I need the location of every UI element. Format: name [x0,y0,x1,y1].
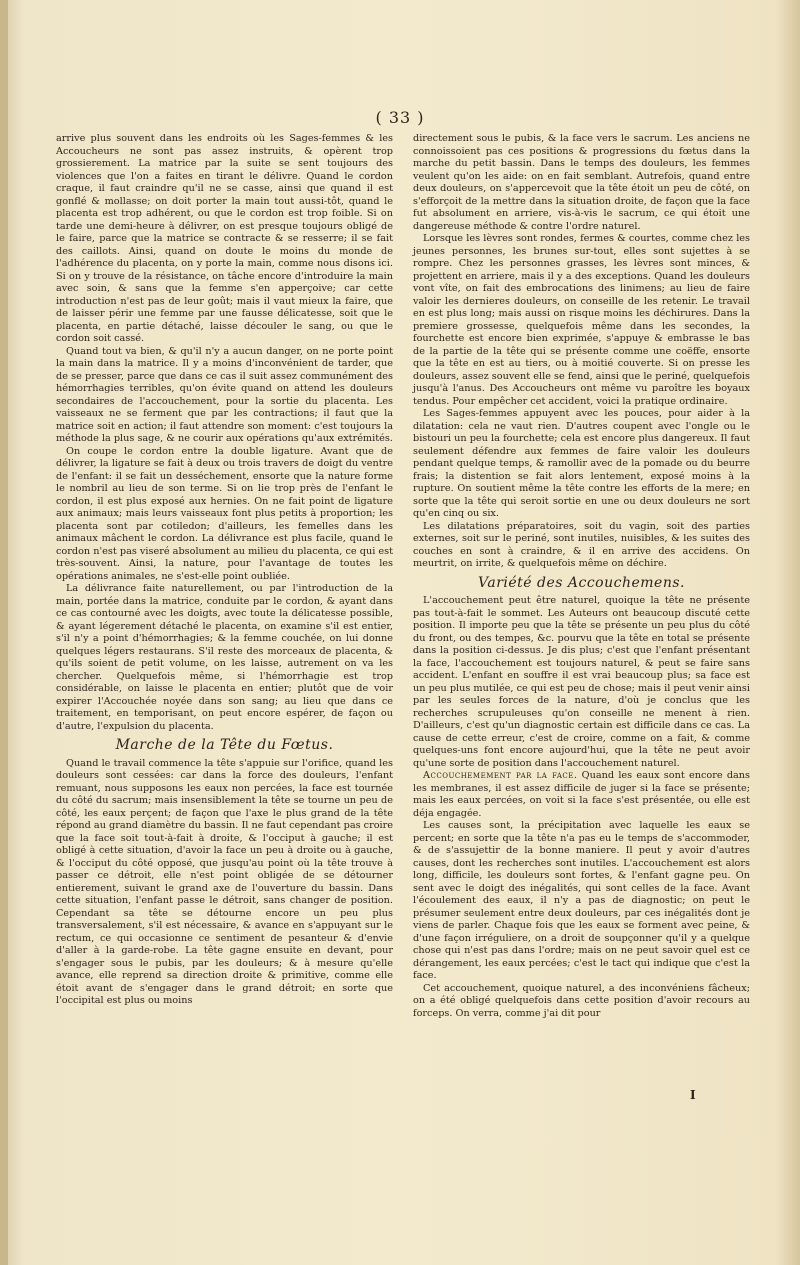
left-column [56,133,393,1008]
paragraph: directement sous le pubis, & la face vers le sacrum. Les anciens ne connoissoient pas ces positions & progressions du fœtus dans la marche du petit bassin. Dans le temps des douleurs, les femmes veulent qu'on les aide: on en fait semblant. Autrefois, quand entre deux douleurs, on s'appercevoit que la tête étoit un peu de côté, on s'efforçoit de la mettre dans la situation droite, de façon que la face fut absolument en arriere, vis-à-vis le sacrum, ce qui étoit une dangereuse méthode & contre l'ordre naturel. [413,133,750,232]
section-heading: Variété des Accouchemens. [478,574,685,591]
subsection-paragraph [413,770,750,820]
paragraph: Quand tout va bien, & qu'il n'y a aucun danger, on ne porte point la main dans la matrice. Il y a moins d'inconvénient de tarder, que de se presser, parce que dans ce cas il suit assez communément des hémorrhagies terribles, qu'on évite quand on attend les douleurs secondaires de l'accouchement, pour la sortie du placenta. Les vaisseaux ne se ferment que par les contractions; il faut que la matrice soit en action; il faut attendre son moment: c'est toujours la méthode la plus sage, & ne courir aux opérations qu'aux extrémités. [56,345,393,444]
paragraph: arrive plus souvent dans les endroits où les Sages-femmes & les Accoucheurs ne sont pas assez instruits, & opèrent trop grossierement. La matrice par la suite se sent toujours des violences que l'on a faites en tirant le délivre. Quand le cordon craque, il faut craindre qu'il ne se casse, ainsi que quand il est gonflé & mollasse; on doit porter la main tout aussi-tôt, quand le placenta est trop adhérent, ou que le cordon est trop foible. Si on tarde une demi-heure à délivrer, on est presque toujours obligé de le faire, parce que la matrice se contracte & se resserre; il se fait des caillots. Ainsi, quand on doute le moins du monde de l'adhérence du placenta, on y porte la main, comme nous disons ici. Si on y trouve de la résistance, on tâche encore d'introduire la main avec soin, & sans que la femme s'en apperçoive; car cette introduction n'est pas de leur goût; mais il vaut mieux la faire, que de laisser périr une femme par une fausse délicatesse, soit que le placenta, en partie détaché, laisse découler le sang, ou que le cordon soit cassé. [56,133,393,344]
section-heading: Marche de la Tête du Fœtus. [115,737,334,753]
paragraph: Cet accouchement, quoique naturel, a des inconvéniens fâcheux; on a été obligé quelquefois dans cette position d'avoir recours au forceps. On verra, comme j'ai dit pour [413,982,750,1019]
paragraph: L'accouchement peut être naturel, quoique la tête ne présente pas tout-à-fait le sommet. Les Auteurs ont beaucoup discuté cette position. Il importe peu que la tête se présente un peu plus du côté du front, ou des tempes, &c. pourvu que la tête en total se présente dans la position ci-dessus. Je dis plus; c'est que l'enfant présentant la face, l'accouchement est toujours naturel, & peut se faire sans accident. L'enfant en souffre il est vrai beaucoup plus; sa face est un peu plus mutilée, ce qui est peu de chose; mais il peut venir ainsi par les seules forces de la nature, d'où je conclus que les recherches scrupuleuses qu'on conseille ne menent à rien. D'ailleurs, c'est qu'un diagnostic certain est difficile dans ce cas. La cause de cette erreur, c'est de croire, comme on a fait, & comme quelques-uns font encore aujourd'hui, que la tête ne peut avoir qu'une sorte de position dans l'accouchement naturel. [413,595,750,769]
signature-mark: I [690,1088,696,1102]
paragraph: Quand le travail commence la tête s'appuie sur l'orifice, quand les douleurs sont cessées: car dans la force des douleurs, l'enfant remuant, nous supposons les eaux non percées, la face est tournée du côté du sacrum; mais insensiblement la tête se tourne un peu de côté, les eaux perçent; de façon que l'axe le plus grand de la tête répond au grand diamètre du bassin. Il ne faut cependant pas croire que la face soit tout-à-fait à droite, & l'occiput à gauche; il est obligé à cette situation, d'avoir la face un peu à droite ou à gauche, & l'occiput du côté opposé, que jusqu'au point où la tête trouve à passer ce détroit, elle n'est point obligée de se détourner entierement, suivant le grand axe de l'ouverture du bassin. Dans cette situation, l'enfant passe le détroit, sans changer de position. Cependant sa tête se détourne encore un peu plus transversalement, s'il est nécessaire, & avance en s'appuyant sur le rectum, ce qui occasionne ce sentiment de pesanteur & d'envie d'aller à la garde-robe. La tête gagne ensuite en devant, pour s'engager sous le pubis, par les douleurs; & à mesure qu'elle avance, elle reprend sa direction droite & primitive, comme elle étoit avant de s'engager dans le grand détroit; en sorte que l'occipital est plus ou moins [56,757,393,1006]
page-number: ( 33 ) [375,108,425,127]
paragraph: Les Sages-femmes appuyent avec les pouces, pour aider à la dilatation: cela ne vaut rien. D'autres coupent avec l'ongle ou le bistouri un peu la fourchette; cela est encore plus dangereux. Il faut seulement défendre aux femmes de faire valoir les douleurs pendant quelque temps, & ramollir avec de la pomade ou du beurre frais; la distention se fait alors lentement, exposé moins à la rupture. On soutient même la tête contre les efforts de la mere; en sorte que la tête qui seroit sortie en une ou deux douleurs ne sort qu'en cinq ou six. [413,408,750,519]
paragraph: On coupe le cordon entre la double ligature. Avant que de délivrer, la ligature se fait à deux ou trois travers de doigt du ventre de l'enfant: il se fait un desséchement, ensorte que la nature forme le nombril au lieu de son terme. Si on lie trop près de l'enfant le cordon, il est plus exposé aux hernies. On ne fait point de ligature aux animaux; mais leurs vaisseaux font plus petits à proportion; les placenta sont par cotiledon; d'ailleurs, les femelles dans les animaux mâchent le cordon. La délivrance est plus facile, quand le cordon n'est pas viseré absolument au milieu du placenta, ce qui est très-souvent. Ainsi, la nature, pour l'avantage de toutes les opérations animales, ne s'est-elle point oubliée. [56,445,393,582]
paragraph: Les causes sont, la précipitation avec laquelle les eaux se percent; en sorte que la tête n'a pas eu le temps de s'accommoder, & de s'assujettir de la bonne maniere. Il peut y avoir d'autres causes, dont les recherches sont inutiles. L'accouchement est alors long, difficile, les douleurs sont fortes, & l'enfant gagne peu. On sent avec le doigt des inégalités, qui sont celles de la face. Avant l'écoulement des eaux, il n'y a pas de diagnostic; on peut le présumer seulement entre deux douleurs, par ces inégalités dont je viens de parler. Chaque fois que les eaux se forment avec peine, & d'une façon irréguliere, on a droit de soupçonner qu'il y a quelque chose qui n'est pas dans l'ordre; mais on ne peut savoir quel est ce dérangement, les eaux percées; c'est le tact qui indique que c'est la face. [413,820,750,981]
page-binding-edge [0,0,8,1265]
paragraph: Lorsque les lèvres sont rondes, fermes & courtes, comme chez les jeunes personnes, les brunes sur-tout, elles sont sujettes à se rompre. Chez les personnes grasses, les lèvres sont minces, & projettent en arriere, mais il y a des exceptions. Quand les douleurs vont vîte, on fait des embrocations des linimens; au lieu de faire valoir les dernieres douleurs, on conseille de les retenir. Le travail en est plus long; mais aussi on risque moins les déchirures. Dans la premiere grossesse, quelquefois même dans les secondes, la fourchette est encore bien exprimée, s'appuye & embrasse le bas de la partie de la tête qui se présente comme une coëffe, ensorte que la tête en est au tiers, ou à moitié couverte. Si on presse les douleurs, assez souvent elle se fend, ainsi que le periné, quelquefois jusqu'à l'anus. Des Accoucheurs ont même vu paroître les boyaux tendus. Pour empêcher cet accident, voici la pratique ordinaire. [413,233,750,407]
right-column [413,133,750,1020]
subsection-text: Quand les eaux sont encore dans les membranes, il est assez difficile de juger si la face se présente; mais les eaux percées, on voit si la face s'est présentée, ou elle est déja engagée. [413,770,751,819]
subsection-label: Accouchemement par la face. [423,770,578,781]
paragraph: La délivrance faite naturellement, ou par l'introduction de la main, portée dans la matrice, conduite par le cordon, & ayant dans ce cas contourné avec les doigts, avec toute la délicatesse possible, & ayant légerement détaché le placenta, on examine s'il est entier, s'il n'y a point d'hémorrhagies; & la femme couchée, on lui donne quelques légers restaurans. S'il reste des morceaux de placenta, & qu'ils soient de petit volume, on les laisse, autrement on va les chercher. Quelquefois même, si l'hémorrhagie est trop considérable, on laisse le placenta en entier; plutôt que de voir expirer l'Accouchée noyée dans son sang; au lieu que dans ce traitement, en temporisant, on peut encore espérer, de façon ou d'autre, l'expulsion du placenta. [56,583,393,732]
paragraph: Les dilatations préparatoires, soit du vagin, soit des parties externes, soit sur le periné, sont inutiles, nuisibles, & les suites des couches en sont à craindre, & il en arrive des accidens. On meurtrit, on irrite, & quelquefois même on déchire. [413,520,750,569]
